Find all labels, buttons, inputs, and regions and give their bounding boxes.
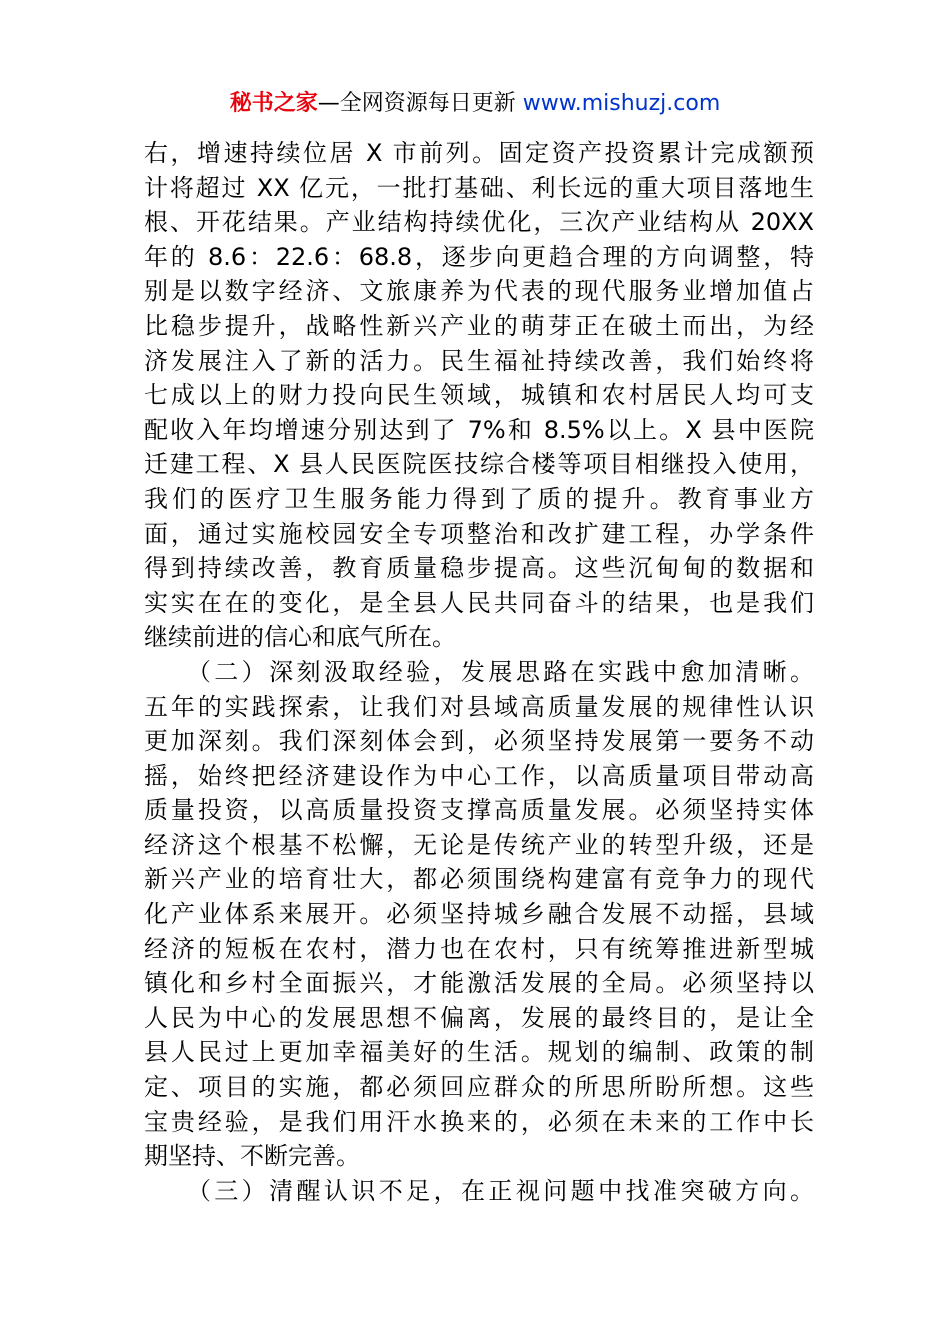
text-line: 化产业体系来展开。必须坚持城乡融合发展不动摇，县域 <box>144 900 814 929</box>
text-line: 根、开花结果。产业结构持续优化，三次产业结构从 20XX <box>144 208 814 237</box>
text-line: 新兴产业的培育壮大，都必须围绕构建富有竞争力的现代 <box>144 865 814 894</box>
section-heading-three: （三）清醒认识不足，在正视问题中找准突破方向。 <box>144 1176 814 1205</box>
section-heading-two: （二）深刻汲取经验，发展思路在实践中愈加清晰。 <box>144 657 814 686</box>
text-line: 右，增速持续位居 X 市前列。固定资产投资累计完成额预 <box>144 139 814 167</box>
text-line: 济发展注入了新的活力。民生福祉持续改善，我们始终将 <box>144 346 814 375</box>
text-line: 镇化和乡村全面振兴，才能激活发展的全局。必须坚持以 <box>144 969 814 998</box>
text-line: 五年的实践探索，让我们对县域高质量发展的规律性认识 <box>144 692 814 721</box>
text-line: 迁建工程、X 县人民医院医技综合楼等项目相继投入使用， <box>144 450 814 479</box>
text-line: 年的 8.6：22.6：68.8，逐步向更趋合理的方向调整，特 <box>144 242 814 271</box>
site-url-link[interactable]: www.mishuzj.com <box>522 91 721 116</box>
text-line: 人民为中心的发展思想不偏离，发展的最终目的，是让全 <box>144 1003 814 1032</box>
text-line: 摇，始终把经济建设作为中心工作，以高质量项目带动高 <box>144 761 814 790</box>
text-line: 更加深刻。我们深刻体会到，必须坚持发展第一要务不动 <box>144 727 814 756</box>
text-line: 别是以数字经济、文旅康养为代表的现代服务业增加值占 <box>144 277 814 306</box>
text-line: 得到持续改善，教育质量稳步提高。这些沉甸甸的数据和 <box>144 554 814 583</box>
text-line: 经济的短板在农村，潜力也在农村，只有统筹推进新型城 <box>144 934 814 963</box>
document-body <box>144 136 814 1208</box>
text-line: 七成以上的财力投向民生领域，城镇和农村居民人均可支 <box>144 381 814 410</box>
text-line: 经济这个根基不松懈，无论是传统产业的转型升级，还是 <box>144 830 814 859</box>
text-line: 质量投资，以高质量投资支撑高质量发展。必须坚持实体 <box>144 796 814 825</box>
text-line: 我们的医疗卫生服务能力得到了质的提升。教育事业方 <box>144 484 814 513</box>
paragraph-end-line: 继续前进的信心和底气所在。 <box>144 623 456 652</box>
paragraph-end-line: 期坚持、不断完善。 <box>144 1142 360 1171</box>
site-header <box>0 88 950 120</box>
text-line: 配收入年均增速分别达到了 7%和 8.5%以上。X 县中医院 <box>144 415 814 444</box>
text-line: 实实在在的变化，是全县人民共同奋斗的结果，也是我们 <box>144 588 814 617</box>
text-line: 县人民过上更加幸福美好的生活。规划的编制、政策的制 <box>144 1038 814 1067</box>
text-line: 定、项目的实施，都必须回应群众的所思所盼所想。这些 <box>144 1073 814 1102</box>
text-line: 计将超过 XX 亿元，一批打基础、利长远的重大项目落地生 <box>144 173 814 202</box>
text-line: 宝贵经验，是我们用汗水换来的，必须在未来的工作中长 <box>144 1107 814 1136</box>
brand-name: 秘书之家 <box>229 91 318 116</box>
text-line: 面，通过实施校园安全专项整治和改扩建工程，办学条件 <box>144 519 814 548</box>
header-tagline: —全网资源每日更新 <box>317 91 523 116</box>
text-line: 比稳步提升，战略性新兴产业的萌芽正在破土而出，为经 <box>144 311 814 340</box>
